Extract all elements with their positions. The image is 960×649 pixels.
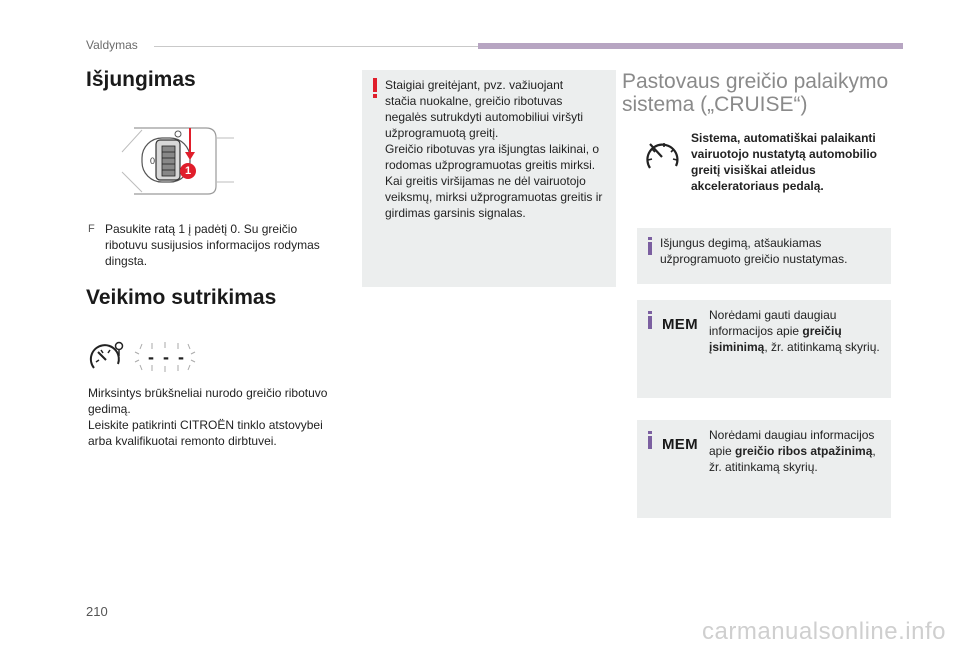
info-card-speed-memorisation	[637, 300, 891, 398]
warning-icon	[373, 78, 377, 98]
speed-limiter-icon	[88, 340, 128, 374]
info-card-speed-memorisation-text: Norėdami gauti daugiau informacijos apie greičių įsiminimą, žr. atitinkamą skyrių.	[709, 308, 880, 354]
heading-veikimo-sutrikimas: Veikimo sutrikimas	[86, 286, 277, 309]
cruise-heading: Pastovaus greičio palaikymo sistema („CRUISE“)	[622, 70, 889, 116]
steering-control-stalk-figure	[112, 120, 242, 200]
mem-button-icon: MEM	[662, 316, 698, 333]
step-marker: F	[88, 223, 95, 235]
fault-dashes: - - -	[148, 347, 186, 367]
mem-button-icon: MEM	[662, 436, 698, 453]
info-card-ignition-text: Išjungus degimą, atšaukiamas užprogramuoto greičio nustatymas.	[660, 236, 848, 266]
watermark: carmanualsonline.info	[702, 618, 946, 645]
speedometer-icon	[642, 138, 682, 172]
section-label: Valdymas	[86, 38, 138, 52]
figure-callout-1: 1	[180, 163, 196, 179]
step-text: Pasukite ratą 1 į padėtį 0. Su greičio ribotuvu susijusios informacijos rodymas dingsta.	[105, 222, 320, 268]
page-number: 210	[86, 604, 108, 619]
header-accent-bar	[478, 43, 903, 49]
svg-text:0: 0	[150, 156, 156, 166]
heading-isjungimas: Išjungimas	[86, 68, 196, 91]
cruise-intro: Sistema, automatiškai palaikanti vairuotojo nustatytą automobilio greitį visiškai atleidus akceleratoriaus pedalą.	[691, 131, 878, 193]
info-card-speed-limit-recognition-text: Norėdami daugiau informacijos apie greičio ribos atpažinimą, žr. atitinkamą skyrių.	[709, 428, 876, 474]
warning-card	[362, 70, 616, 287]
fault-paragraph-1: Mirksintys brūkšneliai nurodo greičio ribotuvo gedimą.	[88, 386, 328, 416]
info-card-ignition	[637, 228, 891, 284]
info-card-speed-limit-recognition	[637, 420, 891, 518]
warning-text: Staigiai greitėjant, pvz. važiuojant stačia nuokalne, greičio ribotuvas negalės sutrukdyti automobiliui viršyti užprogramuotą greitį. Greičio ribotuvas yra išjungtas laikinai, o rodomas užprogramuotas greitis mirksi. Kai greitis viršijamas ne dėl vairuotojo veiksmų, mirksi užprogramuotas greitis ir girdimas garsinis signalas.	[385, 78, 603, 220]
header-divider-line	[154, 46, 478, 47]
fault-paragraph-2: Leiskite patikrinti CITROËN tinklo atstovybei arba kvalifikuotai remonto dirbtuvei.	[88, 418, 323, 448]
